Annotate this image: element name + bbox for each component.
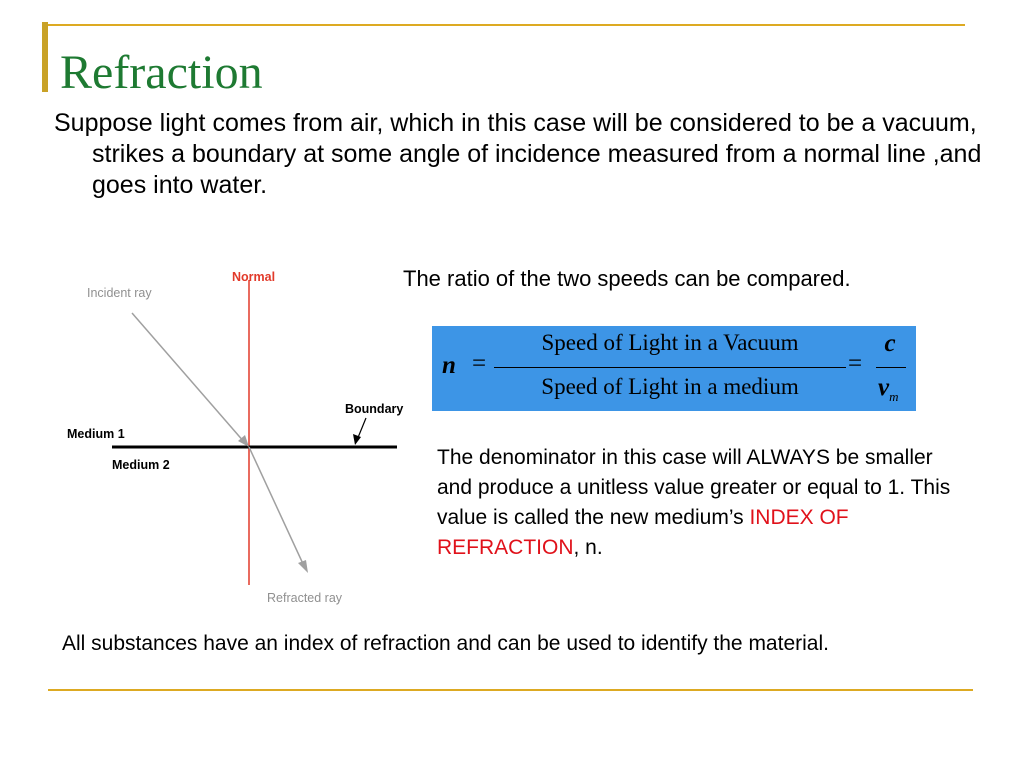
formula-n: n <box>442 352 456 379</box>
formula-equals-2: = <box>848 350 863 377</box>
title-accent-bar <box>42 22 48 92</box>
formula-denominator: Speed of Light in a medium <box>541 374 799 399</box>
index-of-refraction-term: INDEX OF REFRACTION <box>437 506 849 559</box>
refracted-ray-arrowhead <box>298 560 308 573</box>
refracted-ray <box>249 447 304 566</box>
medium2-label: Medium 2 <box>112 458 170 472</box>
denominator-text-end: , n. <box>573 536 603 559</box>
bottom-rule <box>48 689 973 691</box>
top-rule <box>48 24 965 26</box>
formula-equals-1: = <box>472 350 487 377</box>
normal-label: Normal <box>232 270 276 284</box>
formula-numerator: Speed of Light in a Vacuum <box>541 330 799 355</box>
index-of-refraction-formula <box>432 326 916 411</box>
boundary-label: Boundary <box>345 402 404 416</box>
incident-ray-label: Incident ray <box>87 286 152 300</box>
medium1-label: Medium 1 <box>67 427 125 441</box>
formula-subscript-m: m <box>889 389 899 404</box>
refraction-diagram <box>60 260 420 610</box>
slide-title: Refraction <box>60 46 263 99</box>
formula-c: c <box>884 330 896 357</box>
boundary-pointer-arrowhead <box>353 434 361 445</box>
ratio-statement: The ratio of the two speeds can be compared. <box>403 266 851 291</box>
formula-fraction-bar <box>494 367 846 368</box>
denominator-explanation <box>437 443 957 563</box>
conclusion-statement: All substances have an index of refraction and can be used to identify the material. <box>62 632 829 655</box>
formula-v: v <box>878 374 890 401</box>
denominator-text: The denominator in this case will ALWAYS be smaller and produce a unitless value greater or equal to 1. This value is called the new medium’s <box>437 446 951 529</box>
formula-fraction-bar-2 <box>876 367 906 368</box>
incident-ray <box>132 313 245 443</box>
refracted-ray-label: Refracted ray <box>267 591 343 605</box>
intro-paragraph: Suppose light comes from air, which in this case will be considered to be a vacuum, strikes a boundary at some angle of incidence measured from a normal line ,and goes into water. <box>54 109 982 199</box>
formula-v-m <box>878 374 899 405</box>
